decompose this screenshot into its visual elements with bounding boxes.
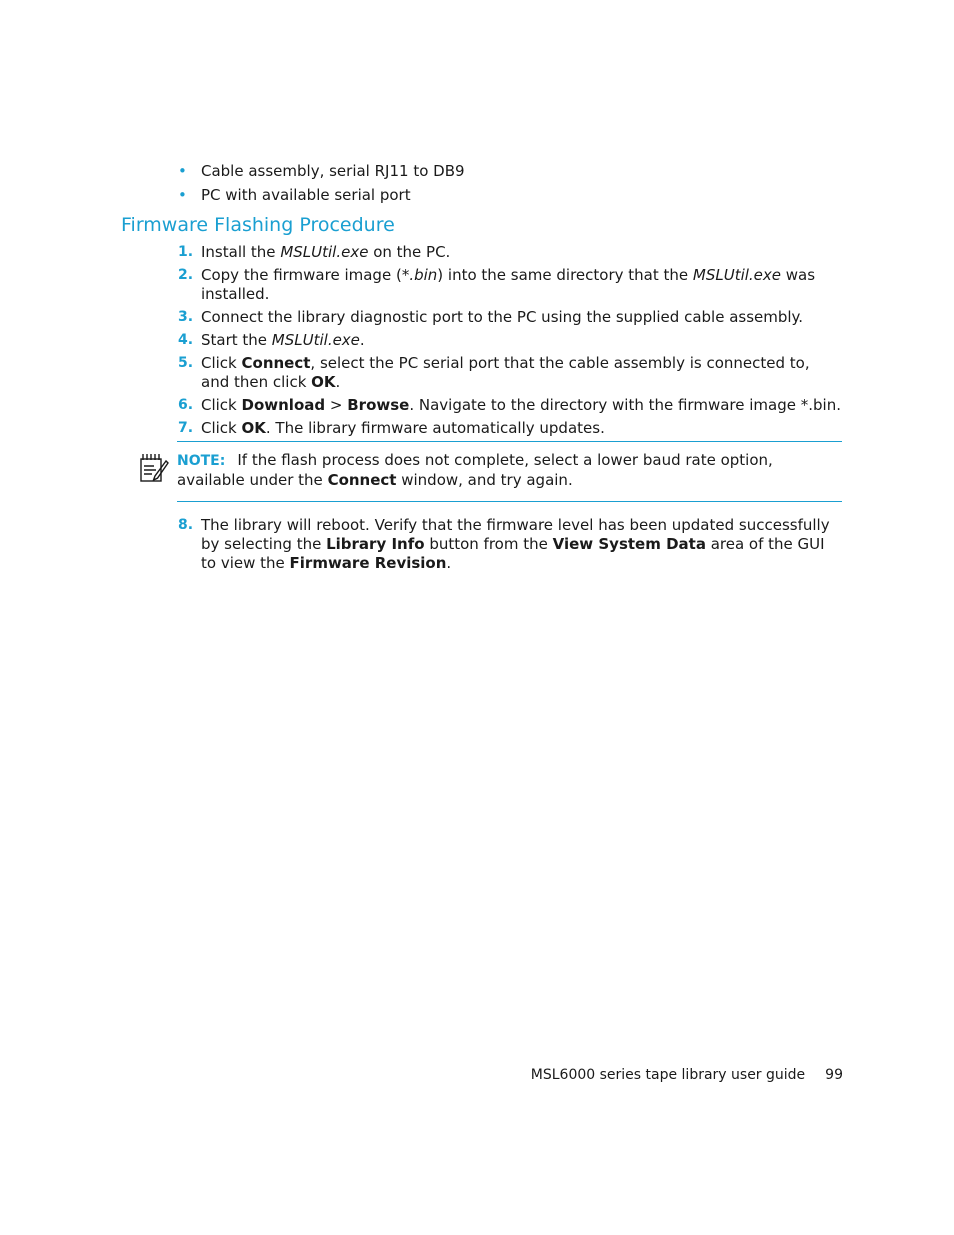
step-3: 3. Connect the library diagnostic port to the PC using the supplied cable assembly. xyxy=(178,308,804,326)
step-1: 1. Install the MSLUtil.exe on the PC. xyxy=(178,243,451,261)
page-footer xyxy=(531,1066,843,1085)
step-5: 5. Click Connect, select the PC serial port that the cable assembly is connected to, and then click OK. xyxy=(178,354,810,391)
note-text: NOTE: If the flash process does not complete, select a lower baud rate option, available under the Connect window, and try again. xyxy=(177,451,773,489)
footer-title: MSL6000 series tape library user guide xyxy=(530,1067,806,1083)
requirements-list xyxy=(178,162,842,210)
bullet-icon: • xyxy=(178,186,187,204)
step-7: 7. Click OK. The library firmware automatically updates. xyxy=(178,419,605,437)
step-8: 8. The library will reboot. Verify that the firmware level has been updated successfully by selecting the Library Info button from the View System Data area of the GUI to view the Firmware Revision. xyxy=(178,516,830,572)
note-pad-icon xyxy=(138,451,170,485)
list-item: • PC with available serial port xyxy=(178,186,411,204)
note-box xyxy=(177,441,842,502)
note-label: NOTE: xyxy=(177,453,226,469)
bullet-icon: • xyxy=(178,162,187,180)
procedure-steps-continued xyxy=(178,516,842,577)
step-2: 2. Copy the firmware image (*.bin) into the same directory that the MSLUtil.exe was installed. xyxy=(178,266,816,303)
step-4: 4. Start the MSLUtil.exe. xyxy=(178,331,365,349)
procedure-steps xyxy=(178,243,842,442)
page-number: 99 xyxy=(825,1067,843,1083)
list-item: • Cable assembly, serial RJ11 to DB9 xyxy=(178,162,465,180)
section-title: Firmware Flashing Procedure xyxy=(121,214,395,236)
step-6: 6. Click Download > Browse. Navigate to the directory with the firmware image *.bin. xyxy=(178,396,841,414)
